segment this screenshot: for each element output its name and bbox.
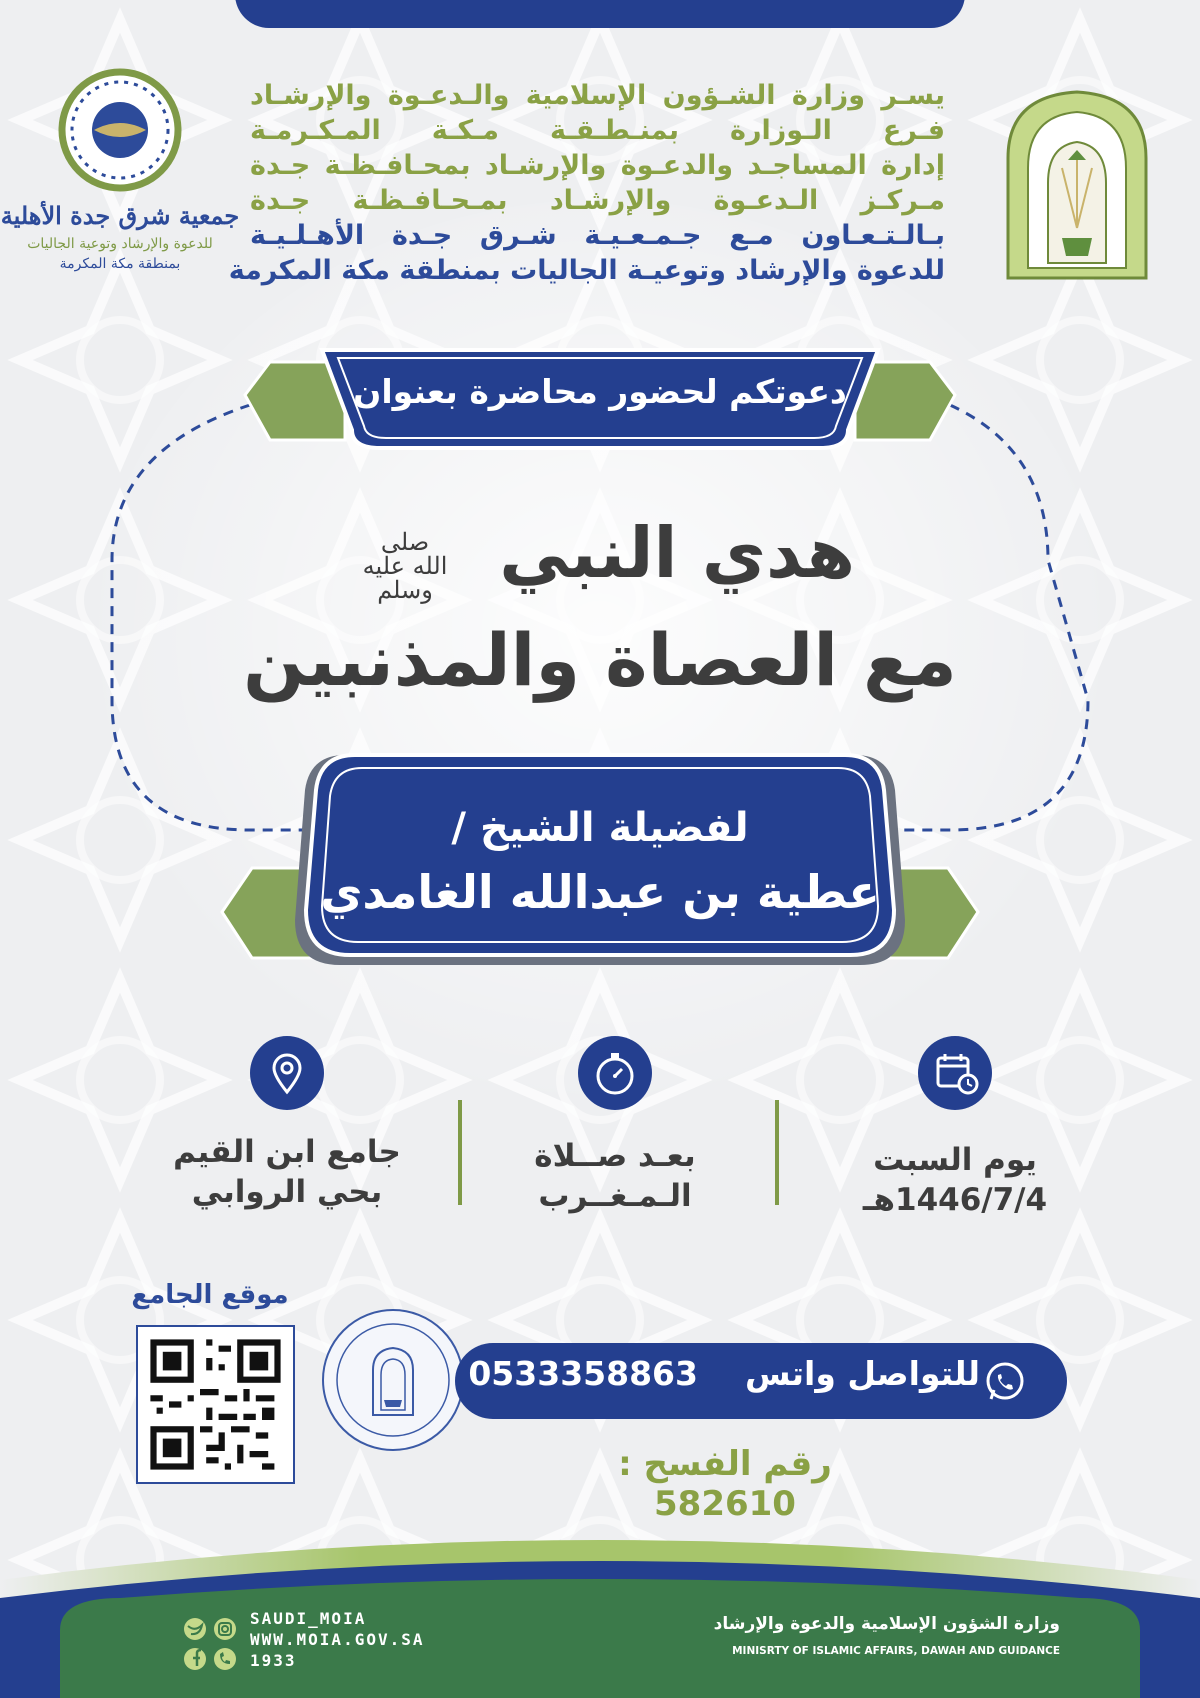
header-line-1: يسـر وزارة الشـؤون الإسلامية والـدعـوة والإرشـاد	[250, 80, 945, 111]
association-logo-line-3: بمنطقة مكة المكرمة	[59, 256, 181, 272]
whatsapp-label: للتواصل واتس	[744, 1354, 980, 1393]
footer-handle: SAUDI_MOIA	[250, 1609, 367, 1628]
ministry-stamp	[318, 1305, 468, 1455]
salawat-calligraphy: صلى الله عليه وسلم	[362, 528, 448, 604]
time-line-1: بعـد صــلاة	[534, 1138, 696, 1174]
footer-band	[0, 1520, 1200, 1698]
mosque-location-qr-code[interactable]	[136, 1325, 295, 1484]
place-line-1: جامع ابن القيم	[173, 1134, 401, 1170]
header-line-4: مـركـز الـدعـوة والإرشـاد بمـحـافـظـة جـدة	[250, 185, 945, 216]
divider-2	[458, 1100, 462, 1205]
lecture-title-line-2: مع العصاة والمذنبين	[243, 618, 957, 702]
footer-contacts	[250, 1608, 425, 1671]
footer-ministry-arabic: وزارة الشؤون الإسلامية والدعوة والإرشاد	[713, 1614, 1060, 1634]
header-line-3: إدارة المساجـد والدعـوة والإرشـاد بمحـافـظـة جـدة	[250, 150, 945, 181]
footer-website[interactable]: WWW.MOIA.GOV.SA	[250, 1630, 425, 1649]
association-logo-line-2: للدعوة والإرشاد وتوعية الجاليات	[27, 236, 213, 252]
header-line-2: فـرع الـوزارة بمنـطـقـة مـكـة المـكـرمـة	[250, 115, 945, 146]
social-icons	[182, 1616, 242, 1676]
speaker-name: عطية بن عبدالله الغامدي	[320, 865, 880, 919]
date-value: 1446/7/4هـ	[862, 1182, 1048, 1218]
invite-text: دعوتكم لحضور محاضرة بعنوان	[353, 372, 847, 411]
footer-ministry-english: MINISRTY OF ISLAMIC AFFAIRS, DAWAH AND GUIDANCE	[732, 1645, 1060, 1657]
whatsapp-icon	[983, 1360, 1027, 1404]
license-number: رقم الفسح : 582610	[618, 1444, 832, 1524]
instagram-icon	[214, 1618, 236, 1640]
info-time	[490, 1036, 740, 1216]
association-logo-line-1: جمعية شرق جدة الأهلية	[0, 201, 240, 230]
date-day: يوم السبت	[873, 1142, 1037, 1178]
lecture-title-line-1: هدي النبي	[499, 512, 855, 594]
stopwatch-icon	[578, 1036, 652, 1110]
place-line-2: بحي الروابي	[191, 1174, 383, 1210]
whatsapp-contact-text	[470, 1354, 980, 1393]
time-line-2: الـمـغــرب	[538, 1178, 692, 1214]
whatsapp-number: 0533358863	[468, 1354, 698, 1393]
qr-label: موقع الجامع	[131, 1280, 289, 1310]
divider-1	[775, 1100, 779, 1205]
footer-phone: 1933	[250, 1651, 297, 1670]
speaker-prefix: لفضيلة الشيخ /	[451, 805, 749, 851]
location-pin-icon	[250, 1036, 324, 1110]
header-line-6: للدعوة والإرشاد وتوعيـة الجاليات بمنطقة مكة المكرمة	[228, 255, 945, 286]
info-date	[830, 1036, 1080, 1220]
header-line-5: بـالـتـعـاون مـع جـمـعـيـة شـرق جـدة الأهـلـيـة	[250, 220, 945, 251]
calendar-clock-icon	[918, 1036, 992, 1110]
phone-icon	[214, 1648, 236, 1670]
info-place	[162, 1036, 412, 1212]
